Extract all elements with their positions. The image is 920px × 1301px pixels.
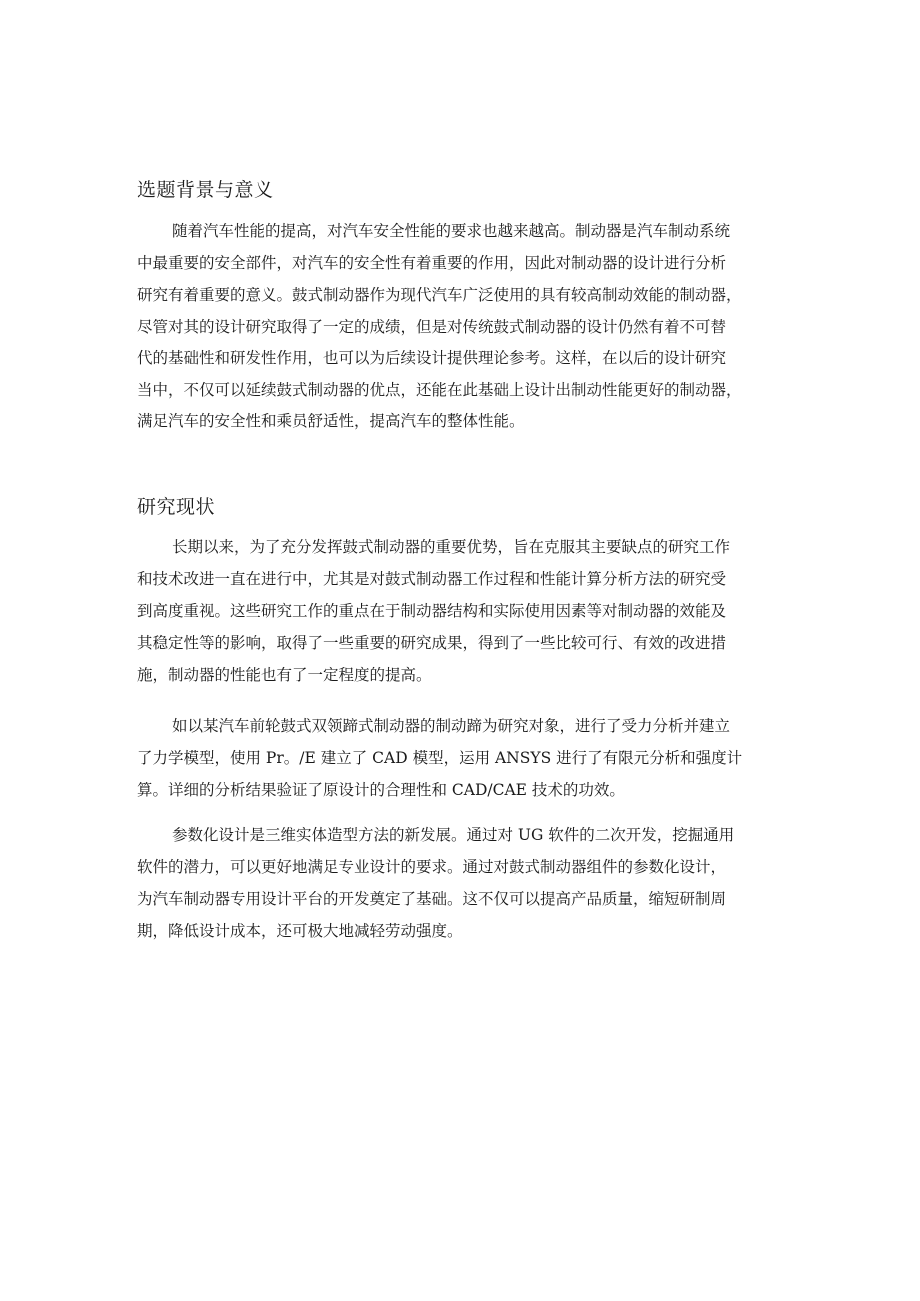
paragraph-line: 软件的潜力，可以更好地满足专业设计的要求。通过对鼓式制动器组件的参数化设计， [137,858,727,876]
paragraph-line: 当中，不仅可以延续鼓式制动器的优点，还能在此基础上设计出制动性能更好的制动器， [137,381,742,399]
paragraph-line: 如以某汽车前轮鼓式双领蹄式制动器的制动蹄为研究对象，进行了受力分析并建立 [172,717,731,735]
paragraph-line: 施，制动器的性能也有了一定程度的提高。 [137,666,432,684]
paragraph-line: 和技术改进一直在进行中，尤其是对鼓式制动器工作过程和性能计算分析方法的研究受 [137,570,727,588]
paragraph-line: 长期以来，为了充分发挥鼓式制动器的重要优势，旨在克服其主要缺点的研究工作 [172,538,731,556]
paragraph-line: 其稳定性等的影响，取得了一些重要的研究成果，得到了一些比较可行、有效的改进措 [137,634,727,652]
paragraph-line: 算。详细的分析结果验证了原设计的合理性和 CAD/CAE 技术的功效。 [137,781,625,799]
paragraph-line: 中最重要的安全部件，对汽车的安全性有着重要的作用，因此对制动器的设计进行分析 [137,254,727,272]
paragraph-line: 到高度重视。这些研究工作的重点在于制动器结构和实际使用因素等对制动器的效能及 [137,602,727,620]
paragraph-line: 参数化设计是三维实体造型方法的新发展。通过对 UG 软件的二次开发，挖掘通用 [172,826,735,844]
paragraph-line: 满足汽车的安全性和乘员舒适性，提高汽车的整体性能。 [137,412,525,430]
section-heading-background: 选题背景与意义 [137,179,274,201]
paragraph-line: 代的基础性和研发性作用，也可以为后续设计提供理论参考。这样，在以后的设计研究 [137,349,727,367]
paragraph-line: 尽管对其的设计研究取得了一定的成绩，但是对传统鼓式制动器的设计仍然有着不可替 [137,318,727,336]
section-heading-status: 研究现状 [137,496,216,518]
paragraph-line: 了力学模型，使用 Pr。/E 建立了 CAD 模型，运用 ANSYS 进行了有限元分析和强度计 [137,749,743,767]
paragraph-line: 随着汽车性能的提高，对汽车安全性能的要求也越来越高。制动器是汽车制动系统 [172,222,731,240]
paragraph-line: 研究有着重要的意义。鼓式制动器作为现代汽车广泛使用的具有较高制动效能的制动器， [137,286,742,304]
paragraph-line: 期，降低设计成本，还可极大地减轻劳动强度。 [137,922,463,940]
paragraph-line: 为汽车制动器专用设计平台的开发奠定了基础。这不仅可以提高产品质量，缩短研制周 [137,890,727,908]
